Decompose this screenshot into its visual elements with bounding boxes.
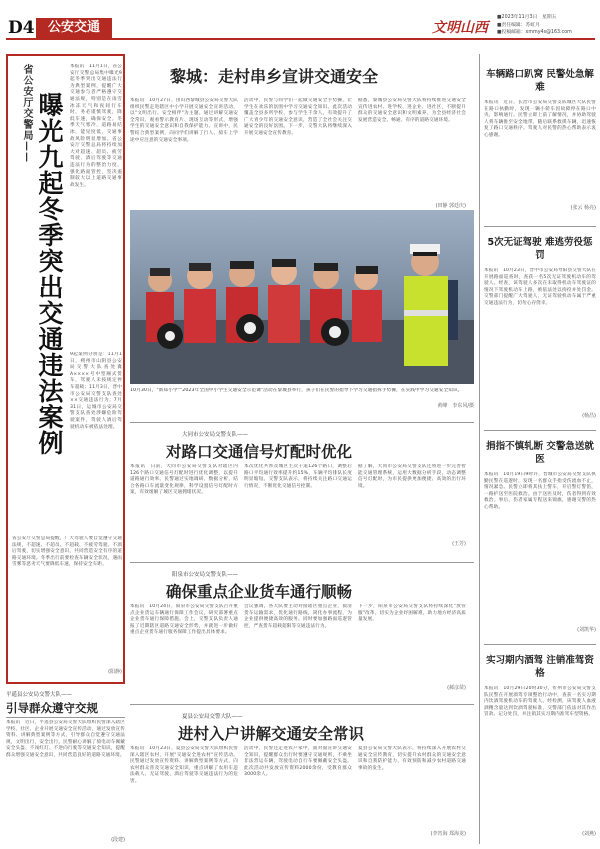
right-story-3-text: 本报讯 10月19日9时许，晋城市公安局交警支队执勤民警在巡逻时，发现一名群众手指受伤流血不止，情况紧急。民警立即将其扶上警车，开启警灯警笛，一路护送至医院救治。由于送医及时，伤者得到有效救治。事后，伤者家属专程送来锦旗，感谢交警的热心帮助。 [484,472,596,510]
left-feature-box [6,54,125,684]
feature-text-3: 省公安厅交警总局提醒，广大驾驶人要自觉遵守交通法规，不超速、不超员、不超载、不疲劳驾驶、不酒后驾驶，切实增强安全意识，共同营造安全有序的道路交通环境。冬季出行前要检查车辆安全状况，遇雨雪雾等恶劣天气要降低车速，保持安全车距。 [12,536,122,568]
children-traffic-gesture-photo [130,210,474,384]
issue-info [497,14,572,37]
right-story-3-headline: 捐指不慎轧断 交警急送就医 [486,441,594,465]
pingyao-headline: 引导群众遵守交规 [6,701,98,715]
lead-text-2: 活动中，民警与同学们一起做交通安全手势操，让学生在欢乐的氛围中学习交通安全知识。此次活动覆盖全县多所学校，参与学生千余人，有效提升了广大青少年的交通安全意识，营造了全社会关注交通安全的良好氛围。下一步，交警大队将继续深入开展交通安全宣传教育。 [244,98,352,136]
right-story-1-headline: 车辆路口趴窝 民警处急解难 [486,69,594,93]
xiaxian-byline: (李宵海 郑海龙) [430,831,466,837]
feature-byline: (阳静) [108,669,122,675]
feature-text-1: 本报讯 11月1日，省公安厅交警总局集中曝光9起冬季突出交通违法行为典型案例，提醒广大交通参与者严格遵守交通法规，特别是在雨雪冰冻天气和夜间行车时，务必谨慎驾驶，降低车速，确保安全。冬季天气寒冷，道路易结冰，能见度低，交通事故风险明显增加。省公安厅交警总局将持续加大对超速、超员、疲劳驾驶、酒后驾驶等交通违法行为的整治力度，强化路面管控，坚决遏制较大以上道路交通事故发生。 [70,64,122,188]
feature-text-2: 9起案例分别是：11月1日，朔州市山阴县公安局交警大队查处冀A××××号中型厢式货车，驾驶人未按规定停车超载；11月3日，晋中市公安局交警支队查处××交通违法行为；7月31日，运城市公安局交警支队查处涉嫌危险驾驶案件，驾驶人酒后驾驶机动车被依法处理。 [70,352,122,430]
right-story-2-headline: 5次无证驾驶 难逃劳役惩罚 [487,237,593,261]
right-story-3-byline: (刘凯华) [577,627,596,633]
xiaxian-story [130,704,474,844]
right-story-1-text: 本报讯 近日，长治市公安局交警支队城区大队民警在路口执勤时，发现一辆小轿车因故障停在路口中央，影响通行。民警立即上前了解情况，并协助驾驶人将车辆推至安全地带，随后联系救援车辆，迅速恢复了路口交通秩序。驾驶人对民警的热心帮助表示衷心感谢。 [484,100,596,138]
right-rule-1 [484,226,596,227]
yangquan-top-rule [130,562,474,563]
yangquan-text-1: 本报讯 10月24日，阳泉市公安局交警支队召开重点企业货运车辆通行保障工作会议，研究部署重点企业货车通行保障措施。会上，交警支队负责人通报了近期辖区道路交通安全形势，并就进一步做好重点企业货车通行服务保障工作提出具体要求。 [130,604,238,636]
wenming-shanxi-logo: 文明山西 [432,20,488,36]
photo-caption: 10月30日，"新郑小学""2023年全国中小学生交通安全示范课"活动在黎城县举行，孩子们在民警的指导下学习交通指挥手势操，在实践中学习交通安全知识。 [130,388,463,393]
datong-byline: (王芳) [452,541,466,547]
yangquan-story [130,562,474,698]
pingyao-kicker: 平遥县公安局交警大队—— [6,692,73,698]
right-story-1 [484,54,596,222]
datong-text-2: 本次优化共涉及城区主次干道126个路口，调整后路口平均通行效率提升约15%，车辆平均排队长度明显缩短。交警支队表示，将持续关注路口交通运行情况，不断优化交通信号控制。 [244,464,352,489]
lead-headline: 黎城：走村串乡宣讲交通安全 [170,67,379,86]
xiaxian-headline: 进村入户讲解交通安全常识 [178,725,365,743]
right-story-2-byline: (杨昌) [582,413,596,419]
xiaxian-top-rule [130,704,474,705]
right-story-1-byline: (张云 杨亮) [570,205,596,211]
datong-kicker: 大同市公安局交警支队—— [182,432,249,438]
column-divider [479,54,480,844]
right-story-2-text: 本报讯 10月23日，晋中市公安局寿阳县交警大队在开展路面巡查时，查获一名5次无证驾驶机动车的驾驶人。经查，该驾驶人多次在未取得机动车驾驶证的情况下驾驶机动车上路，被依法处以拘役并处罚金。交警部门提醒广大驾驶人，无证驾驶机动车属于严重交通违法行为，切勿心存侥幸。 [484,268,596,306]
masthead [0,0,600,40]
datong-top-rule [130,422,474,423]
lead-story [130,54,474,354]
right-column [484,54,596,846]
pingyao-byline: (段建) [111,837,125,843]
right-story-2 [484,230,596,426]
right-story-4-text: 本报讯 10月29日20时30分，忻州市公安局交警支队民警在开展酒驾专项整治行动中，查获一名实习期内饮酒驾驶机动车的驾驶人。经检测，该驾驶人血液酒精含量达到饮酒驾驶标准，交警部门依法对其作出罚款、记分处罚，并注销其实习期内准驾车型资格。 [484,686,596,718]
datong-story [130,422,474,554]
section-tag: 公安交通 [36,18,112,38]
photo-credit: 黄峰 李东风/摄 [437,403,474,409]
pingyao-text: 本报讯 近日，平遥县公安局交警大队组织民警深入辖区学校、社区、企业开展交通安全宣传活动，通过发放宣传资料、讲解典型案例等方式，引导群众自觉遵守交通法规，文明出行，安全出行。民警耐心讲解了骑电动车佩戴安全头盔、不闯红灯、不逆向行驶等交通安全知识，提醒群众增强交通安全意识，共同营造良好的道路交通环境。 [6,720,125,758]
right-rule-3 [484,644,596,645]
yangquan-kicker: 阳泉市公安局交警支队—— [172,572,239,578]
datong-headline: 对路口交通信号灯配时优化 [166,443,353,461]
right-story-4-headline: 实习期内酒驾 注销准驾资格 [486,655,594,679]
yangquan-text-2: 会议强调，各大队要主动对接辖区重点企业，摸清货车运输需求，优化通行路线，简化办事流程，为企业提供便捷高效的服务。同时要加强路面巡逻管控，严查货车超载超限等交通违法行为。 [244,604,352,629]
lead-text-3: 据悉，黎城县公安局交警大队将持续推进交通安全宣传进农村、进学校、进企业、进社区，不断提升群众的交通安全意识和文明素养，为全县经济社会发展营造安全、畅通、有序的道路交通环境。 [358,98,466,123]
lead-byline: (田静 郭廷庆) [435,203,466,209]
lead-text-1: 本报讯 10月27日，由山西黎城县公安局交警大队组织民警走进辖区中小学开展交通安全宣讲活动，以"文明出行、安全相伴"为主题，通过讲解交通安全常识、观看警示教育片、现场互动等形式，增强学生的交通安全意识和自我保护能力。宣讲中，民警结合典型案例，向同学们讲解了行人、骑车上学途中应注意的交通安全事项。 [130,98,238,143]
masthead-rule [6,38,595,40]
right-rule-2 [484,430,596,431]
right-story-4-byline: (刘燕) [582,831,596,837]
issue-date: ■2023年11月3日 星期五 [497,15,557,20]
xiaxian-kicker: 夏县公安局交警大队—— [182,714,243,720]
issue-email: ■投稿邮箱：xmmy4s@163.com [497,30,572,36]
right-story-4 [484,648,596,844]
yangquan-byline: (郝彦苗) [447,685,466,691]
yangquan-headline: 确保重点企业货车通行顺畅 [166,583,353,601]
xiaxian-text-1: 本报讯 10月23日，夏县公安局交警大队组织民警深入辖区农村，开展"交通安全进农村"宣传活动。民警通过发放宣传资料、讲解典型案例等方式，向农村群众普及交通安全知识，重点讲解了农用车违法载人、无证驾驶、酒后驾驶等交通违法行为的危害。 [130,746,238,784]
xiaxian-text-2: 活动中，民警还走进农户家中，面对面宣讲交通安全知识，提醒群众出行时要遵守交通规则，不乘坐非法营运车辆，驾驶电动自行车要佩戴安全头盔。此次活动共发放宣传资料2000余份，受教育群众3000余人。 [244,746,352,778]
issue-editor: ■责任编辑：苏虹月 [497,22,540,28]
right-story-3 [484,434,596,640]
photo-caption-block [130,388,474,412]
feature-kicker: 省公安厅交警局—— [21,64,32,163]
datong-text-3: 据了解，大同市公安局交警支队还将进一步完善智能交通管理系统，运用大数据分析手段，动态调整信号灯配时，为市民提供更加便捷、高效的出行环境。 [358,464,466,489]
feature-headline: 曝光九起冬季突出交通违法案例 [35,92,64,456]
pingyao-rule [6,717,125,718]
datong-text-1: 本报讯 日前，大同市公安局交警支队对辖区内126个路口交通信号灯配时进行优化调整，以提升道路通行效率。民警通过实地调研、数据分析，结合各路口车流量变化规律，科学设置信号灯配时方案，有效缓解了城区交通拥堵状况。 [130,464,238,496]
page-number: D4 [8,18,35,38]
photo-illustration [130,210,474,384]
yangquan-text-3: 下一步，阳泉市公安局交警支队将持续深化"放管服"改革，切实为企业纾困解难，助力地方经济高质量发展。 [358,604,466,623]
pingyao-story [6,690,125,845]
xiaxian-text-3: 夏县公安局交警大队表示，将持续深入开展农村交通安全宣传教育，切实提升农村群众的交通安全意识和自我防护能力，有效预防和减少农村道路交通事故的发生。 [358,746,466,771]
